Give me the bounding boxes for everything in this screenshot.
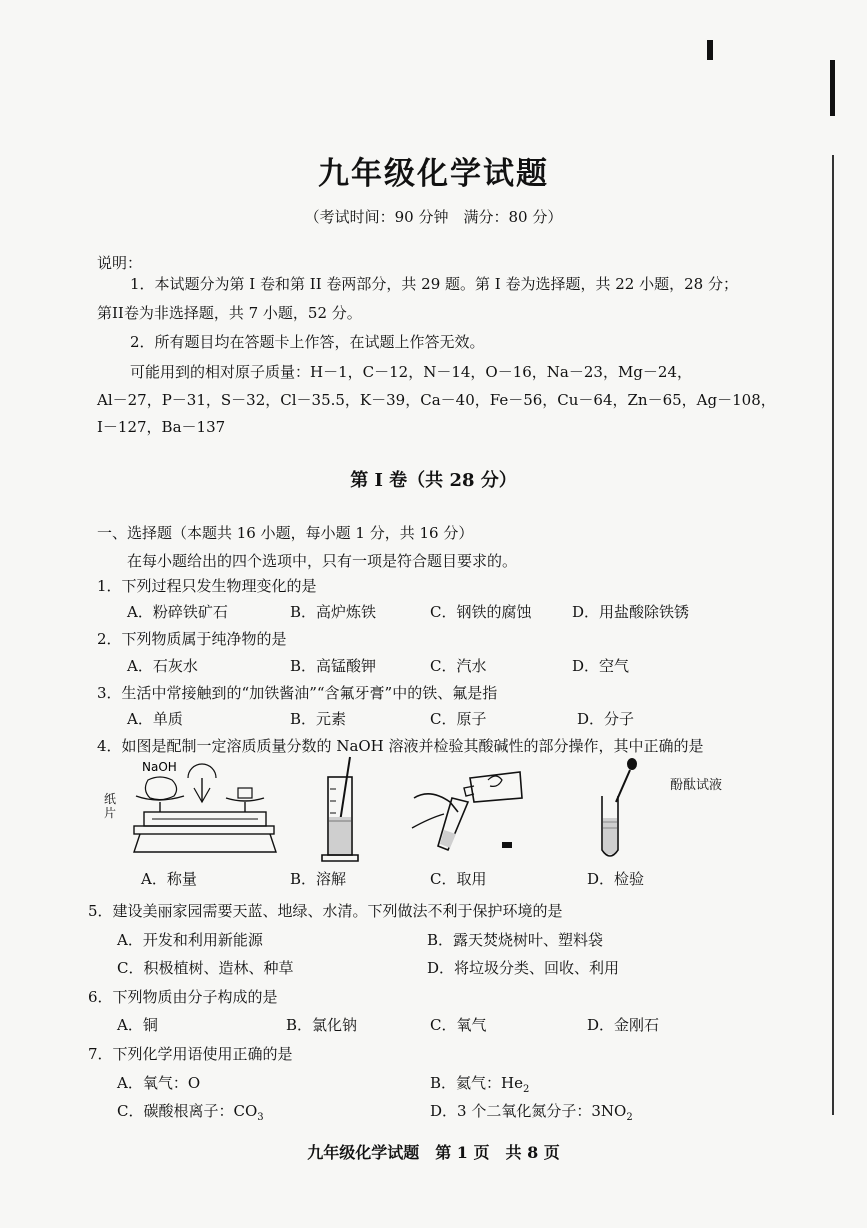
option: D．检验 [587,870,645,888]
naoh-label: NaOH [142,760,177,774]
exam-info: （考试时间：90 分钟 满分：80 分） [304,208,563,226]
option: C．积极植树、造林、种草 [117,959,294,977]
note-line: 1．本试题分为第 I 卷和第 II 卷两部分，共 29 题。第 I 卷为选择题，共 22 小题，28 分； [130,275,738,293]
option: A．铜 [117,1016,158,1034]
section-title: 第 I 卷（共 28 分） [350,470,517,491]
pouring-bottle-icon [410,758,530,858]
option: A．石灰水 [127,657,198,675]
option: C．取用 [430,870,487,888]
option-text: D．3 个二氧化氮分子：3NO [430,1102,627,1120]
atomic-masses: I－127，Ba－137 [97,418,226,436]
option-text: C．碳酸根离子：CO [117,1102,258,1120]
option: A．氧气：O [117,1074,201,1092]
question-stem: 4．如图是配制一定溶质质量分数的 NaOH 溶液并检验其酸碱性的部分操作，其中正确的是 [97,737,704,755]
option: B．溶解 [290,870,347,888]
question-stem: 2．下列物质属于纯净物的是 [97,630,287,648]
option: C．氧气 [430,1016,487,1034]
option: A．单质 [127,710,183,728]
paper-label: 纸片 [104,792,117,820]
atomic-masses: 可能用到的相对原子质量：H－1，C－12，N－14，O－16，Na－23，Mg－24， [130,363,692,381]
subscript: 2 [522,1084,530,1095]
question-stem: 1．下列过程只发生物理变化的是 [97,577,317,595]
option: A．粉碎铁矿石 [127,603,228,621]
subscript: 3 [257,1112,264,1123]
part-heading: 一、选择题（本题共 16 小题，每小题 1 分，共 16 分） [97,524,474,542]
option: D．用盐酸除铁锈 [572,603,690,621]
option: C．钢铁的腐蚀 [430,603,532,621]
option: B．氯化钠 [286,1016,358,1034]
option: B．露天焚烧树叶、塑料袋 [427,931,604,949]
option: C．汽水 [430,657,487,675]
question-stem: 3．生活中常接触到的“加铁酱油”“含氟牙膏”中的铁、氟是指 [97,684,498,702]
option-text: B．氦气：He [430,1074,523,1092]
option: A．开发和利用新能源 [117,931,263,949]
balance-icon [100,758,280,858]
note-line: 2．所有题目均在答题卡上作答，在试题上作答无效。 [130,333,485,351]
option: C．原子 [430,710,487,728]
option: A．称量 [141,870,197,888]
page-title: 九年级化学试题 [318,156,549,192]
atomic-masses: Al－27，P－31，S－32，Cl－35.5，K－39，Ca－40，Fe－56，Cu－64，Zn－65，Ag－108， [97,391,776,409]
question-stem: 7．下列化学用语使用正确的是 [88,1045,293,1063]
page-footer: 九年级化学试题 第 1 页 共 8 页 [307,1143,560,1162]
scan-mark [830,60,835,116]
option: D．将垃圾分类、回收、利用 [427,959,620,977]
option [117,1100,264,1123]
option [430,1100,633,1123]
option: D．空气 [572,657,630,675]
scan-mark [707,40,713,60]
scan-border-line [832,155,834,1115]
option: B．高锰酸钾 [290,657,377,675]
test-tube-dropper-icon [594,758,654,863]
graduated-cylinder-icon [314,755,364,865]
question-stem: 6．下列物质由分子构成的是 [88,988,278,1006]
option [430,1072,529,1095]
note-line: 第II卷为非选择题，共 7 小题，52 分。 [97,304,362,322]
question-stem: 5．建设美丽家园需要天蓝、地绿、水清。下列做法不利于保护环境的是 [88,902,563,920]
option: D．金刚石 [587,1016,660,1034]
part-instruction: 在每小题给出的四个选项中，只有一项是符合题目要求的。 [127,552,518,570]
option: B．元素 [290,710,347,728]
notes-heading: 说明： [97,254,143,272]
indicator-label: 酚酞试液 [670,778,723,793]
subscript: 2 [626,1112,633,1123]
option: D．分子 [577,710,635,728]
option: B．高炉炼铁 [290,603,377,621]
